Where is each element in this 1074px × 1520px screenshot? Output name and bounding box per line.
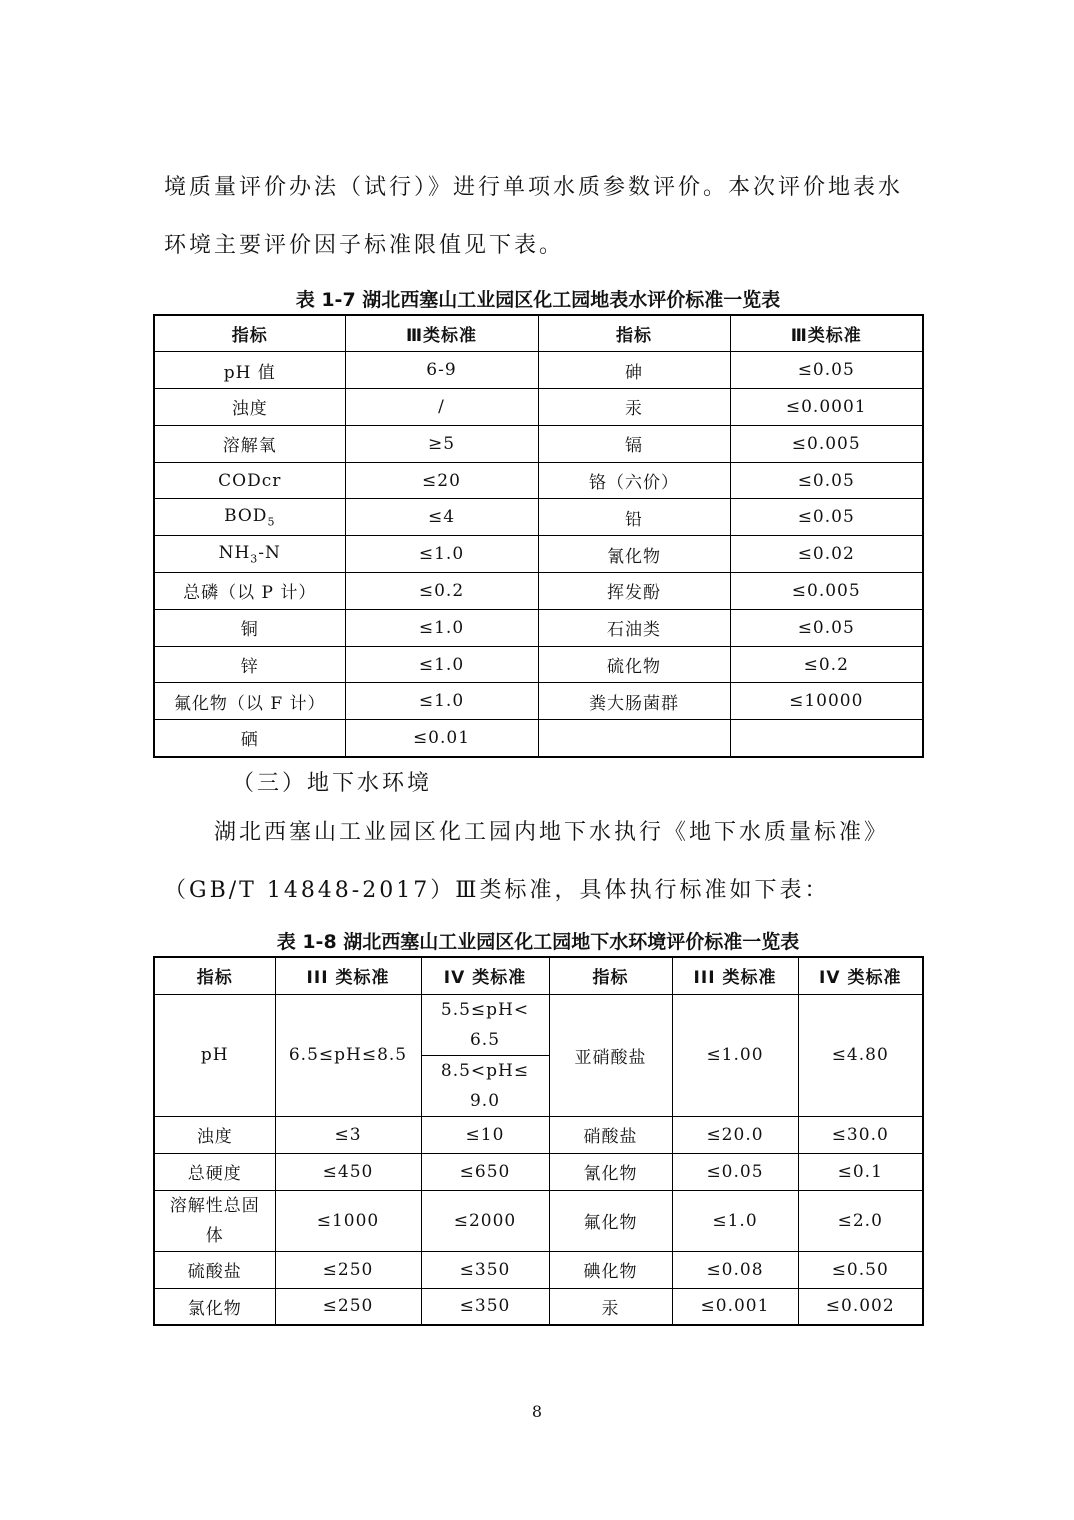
cell <box>538 720 730 757</box>
section-heading: （三）地下水环境 <box>232 771 433 796</box>
cell: 铅 <box>538 499 730 536</box>
cell: 铬（六价） <box>538 462 730 499</box>
cell: ≤0.1 <box>798 1153 923 1190</box>
paragraph-line: 湖北西塞山工业园区化工园内地下水执行《地下水质量标准》 <box>214 820 890 845</box>
cell-line: 5.5≤pH< <box>440 999 530 1020</box>
header-cell: IV 类标准 <box>421 957 549 994</box>
cell <box>421 1055 549 1116</box>
cell: 硒 <box>154 720 345 757</box>
cell: 砷 <box>538 352 730 389</box>
cell: ≤0.001 <box>672 1288 798 1325</box>
cell: ≤0.005 <box>730 425 923 462</box>
cell: ≤0.0001 <box>730 389 923 426</box>
table-row <box>154 499 923 536</box>
cell: ≤250 <box>275 1251 421 1288</box>
cell: ≤1.0 <box>345 646 538 683</box>
table2-caption: 表 1-8 湖北西塞山工业园区化工园地下水环境评价标准一览表 <box>276 931 800 953</box>
groundwater-standard-table <box>153 956 924 1326</box>
surface-water-standard-table <box>153 314 924 758</box>
cell: ≤0.2 <box>345 573 538 610</box>
cell: ≤0.05 <box>730 462 923 499</box>
header-cell: Ⅲ类标准 <box>345 315 538 352</box>
cell: 氟化物 <box>549 1190 672 1251</box>
cell <box>730 720 923 757</box>
cell: 浊度 <box>154 389 345 426</box>
cell: ≤0.2 <box>730 646 923 683</box>
cell: ≤20 <box>345 462 538 499</box>
cell: ≤250 <box>275 1288 421 1325</box>
cell: 铜 <box>154 609 345 646</box>
header-cell: 指标 <box>154 315 345 352</box>
cell: ≤2.0 <box>798 1190 923 1251</box>
cell: ≤0.50 <box>798 1251 923 1288</box>
cell: ≤350 <box>421 1288 549 1325</box>
cell: ≤30.0 <box>798 1116 923 1153</box>
cell <box>154 1190 275 1251</box>
cell: ≤0.05 <box>672 1153 798 1190</box>
cell: 氟化物（以 F 计） <box>154 683 345 720</box>
cell: ≥5 <box>345 425 538 462</box>
bod-label: BOD <box>224 506 268 527</box>
table-row <box>154 425 923 462</box>
cell: ≤0.08 <box>672 1251 798 1288</box>
paragraph-line: 环境主要评价因子标准限值见下表。 <box>164 233 565 258</box>
cell: 石油类 <box>538 609 730 646</box>
cell: 氰化物 <box>538 536 730 573</box>
cell: ≤0.02 <box>730 536 923 573</box>
cell: CODcr <box>154 462 345 499</box>
cell: ≤0.002 <box>798 1288 923 1325</box>
paragraph-line: （GB/T 14848-2017）Ⅲ类标准，具体执行标准如下表： <box>164 878 830 903</box>
cell: 总硬度 <box>154 1153 275 1190</box>
cell: 溶解氧 <box>154 425 345 462</box>
nh-suffix: -N <box>258 542 281 563</box>
nh-label: NH <box>218 542 251 563</box>
cell: ≤650 <box>421 1153 549 1190</box>
cell: pH 值 <box>154 352 345 389</box>
table-row <box>154 352 923 389</box>
cell: 锌 <box>154 646 345 683</box>
cell: ≤10000 <box>730 683 923 720</box>
table-row <box>154 462 923 499</box>
cell: pH <box>154 994 275 1116</box>
cell: 总磷（以 P 计） <box>154 573 345 610</box>
cell-line: 体 <box>205 1225 224 1246</box>
header-cell: IV 类标准 <box>798 957 923 994</box>
subscript: 3 <box>250 552 259 566</box>
table-row <box>154 1190 923 1251</box>
header-cell: 指标 <box>154 957 275 994</box>
cell: 汞 <box>549 1288 672 1325</box>
header-cell: 指标 <box>538 315 730 352</box>
header-cell: 指标 <box>549 957 672 994</box>
cell: 镉 <box>538 425 730 462</box>
cell: 6-9 <box>345 352 538 389</box>
cell: ≤2000 <box>421 1190 549 1251</box>
cell: ≤1000 <box>275 1190 421 1251</box>
cell: 氯化物 <box>154 1288 275 1325</box>
cell-line: 6.5 <box>469 1029 501 1050</box>
table1-caption: 表 1-7 湖北西塞山工业园区化工园地表水评价标准一览表 <box>295 289 781 311</box>
cell-line: 8.5<pH≤ <box>440 1060 530 1081</box>
cell: ≤0.005 <box>730 573 923 610</box>
cell: ≤0.01 <box>345 720 538 757</box>
cell: 挥发酚 <box>538 573 730 610</box>
cell: ≤1.00 <box>672 994 798 1116</box>
cell: ≤1.0 <box>672 1190 798 1251</box>
table-row <box>154 1116 923 1153</box>
table-row <box>154 646 923 683</box>
cell: 硫酸盐 <box>154 1251 275 1288</box>
cell: 汞 <box>538 389 730 426</box>
table-row <box>154 1153 923 1190</box>
subscript: 5 <box>267 515 276 529</box>
cell: 亚硝酸盐 <box>549 994 672 1116</box>
cell: ≤350 <box>421 1251 549 1288</box>
table-row <box>154 994 923 1055</box>
cell: 氰化物 <box>549 1153 672 1190</box>
table-row <box>154 609 923 646</box>
cell: ≤20.0 <box>672 1116 798 1153</box>
page-number: 8 <box>531 1402 543 1421</box>
cell: ≤1.0 <box>345 609 538 646</box>
table-header-row <box>154 957 923 994</box>
cell: ≤10 <box>421 1116 549 1153</box>
cell <box>154 536 345 573</box>
cell: ≤1.0 <box>345 683 538 720</box>
header-cell: Ⅲ类标准 <box>730 315 923 352</box>
paragraph-line: 境质量评价办法（试行）》进行单项水质参数评价。本次评价地表水 <box>164 175 904 200</box>
cell: 粪大肠菌群 <box>538 683 730 720</box>
table-header-row <box>154 315 923 352</box>
table-row <box>154 573 923 610</box>
table-row <box>154 683 923 720</box>
table-row <box>154 389 923 426</box>
cell: 浊度 <box>154 1116 275 1153</box>
cell: ≤0.05 <box>730 609 923 646</box>
cell: ≤0.05 <box>730 352 923 389</box>
cell: ≤4.80 <box>798 994 923 1116</box>
header-cell: III 类标准 <box>672 957 798 994</box>
cell: 硝酸盐 <box>549 1116 672 1153</box>
cell <box>421 994 549 1055</box>
cell-line: 9.0 <box>469 1090 501 1111</box>
cell: 碘化物 <box>549 1251 672 1288</box>
cell: ≤450 <box>275 1153 421 1190</box>
cell <box>154 499 345 536</box>
cell: 硫化物 <box>538 646 730 683</box>
table-row <box>154 1288 923 1325</box>
table-row <box>154 1251 923 1288</box>
table-row <box>154 720 923 757</box>
cell: ≤0.05 <box>730 499 923 536</box>
table-row <box>154 536 923 573</box>
cell: ≤3 <box>275 1116 421 1153</box>
cell: ≤4 <box>345 499 538 536</box>
cell-line: 溶解性总固 <box>169 1195 260 1216</box>
cell: 6.5≤pH≤8.5 <box>275 994 421 1116</box>
cell: / <box>345 389 538 426</box>
cell: ≤1.0 <box>345 536 538 573</box>
header-cell: III 类标准 <box>275 957 421 994</box>
